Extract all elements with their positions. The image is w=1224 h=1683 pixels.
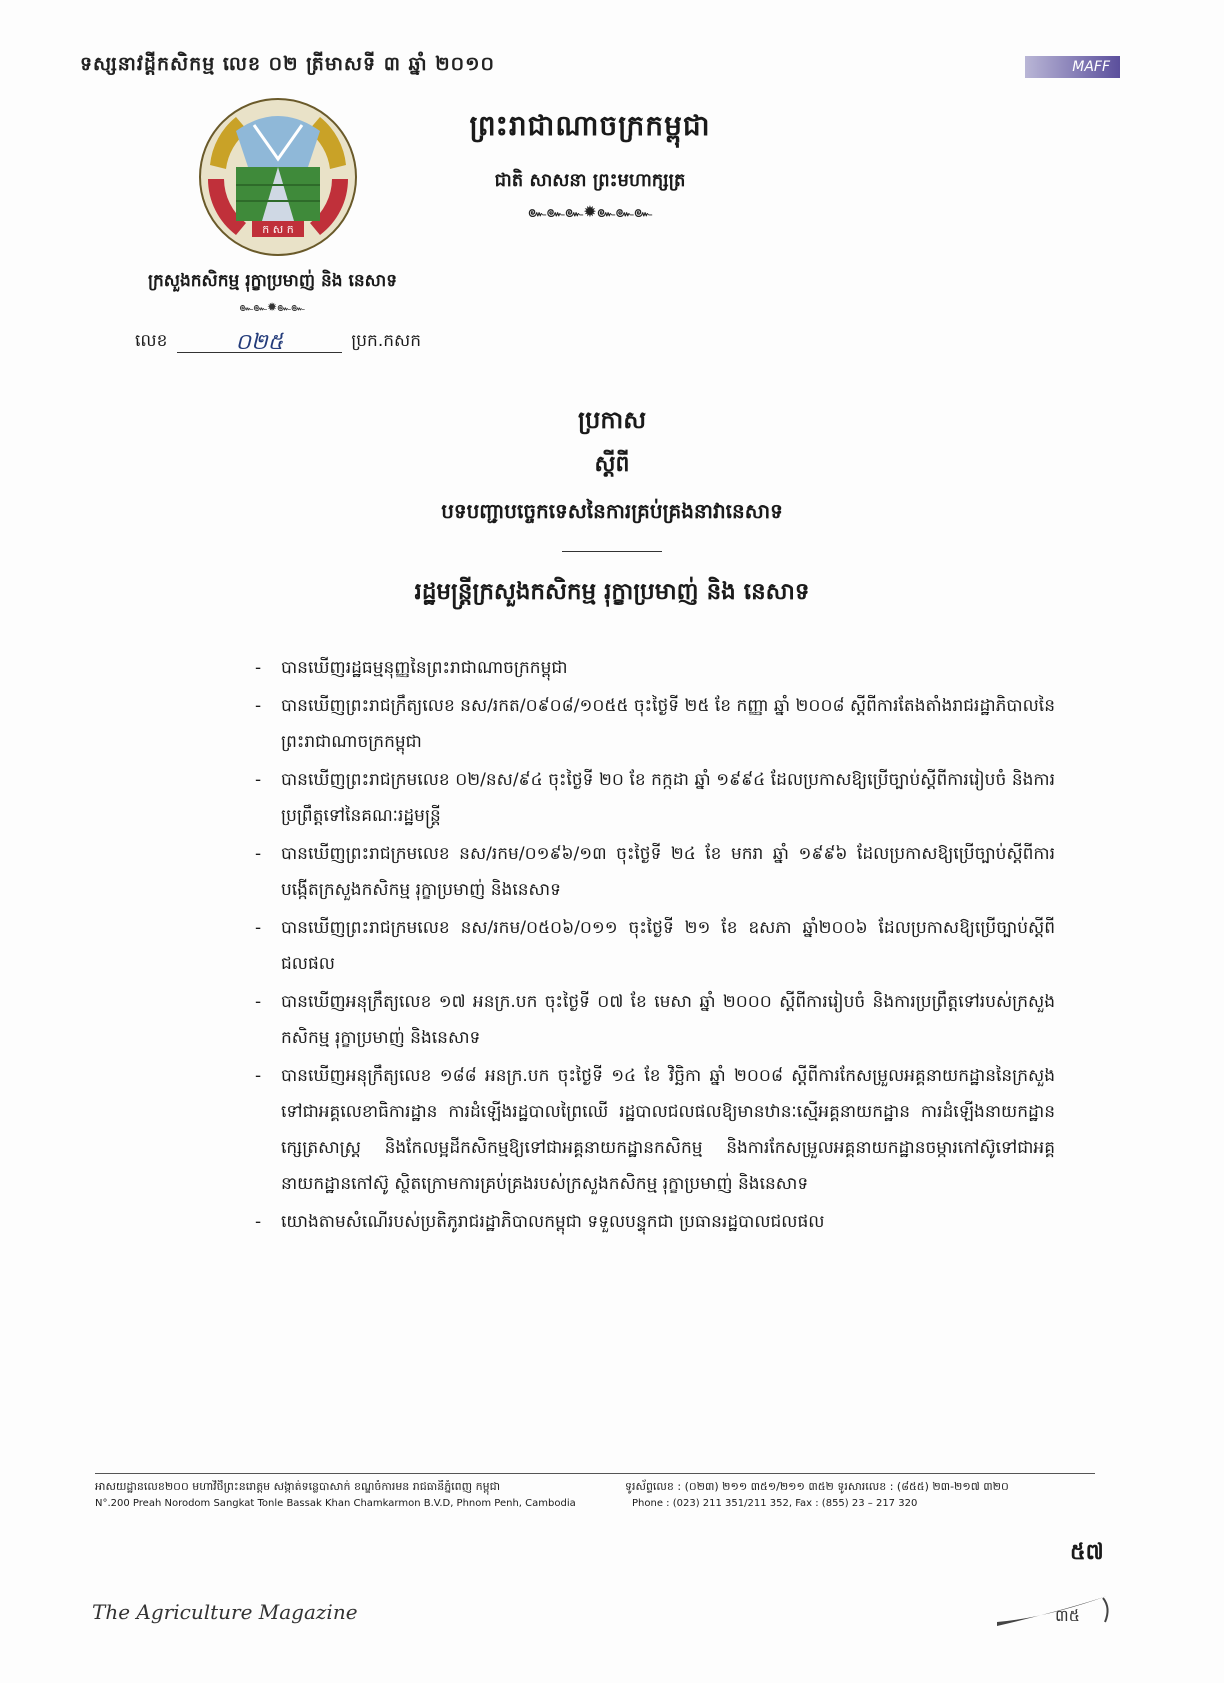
preamble-clause: - បានឃើញព្រះរាជក្រមលេខ ០២/នស/៩៤ ចុះថ្ងៃទី ២០ ខែ កក្កដា ឆ្នាំ ១៩៩៤ ដែលប្រកាសឱ្យប្រើច្បាប់ស្តីពីការរៀបចំ និងការប្រព្រឹត្តទៅនៃគណៈរដ្ឋមន្ត្រី bbox=[255, 762, 1055, 834]
seal-lettering: ក ស ក bbox=[262, 223, 294, 236]
preamble-clause: - បានឃើញអនុក្រឹត្យលេខ ១៧ អនក្រ.បក ចុះថ្ងៃទី ០៧ ខែ មេសា ឆ្នាំ ២០០០ ស្តីពីការរៀបចំ និងការប្រព្រឹត្តទៅរបស់ក្រសួងកសិកម្ម រុក្ខាប្រមាញ់ និងនេសាទ bbox=[255, 984, 1055, 1056]
ministry-seal-logo bbox=[196, 95, 360, 259]
maff-badge: MAFF bbox=[1025, 56, 1120, 78]
preamble-clause: - បានឃើញព្រះរាជក្រឹត្យលេខ នស/រកត/០៩០៨/១០៥៥ ចុះថ្ងៃទី ២៥ ខែ កញ្ញា ឆ្នាំ ២០០៨ ស្តីពីការតែងតាំងរាជរដ្ឋាភិបាលនៃព្រះរាជាណាចក្រកម្ពុជា bbox=[255, 688, 1055, 760]
phone-english: Phone : (023) 211 351/211 352, Fax : (855) 23 – 217 320 bbox=[632, 1498, 918, 1509]
document-subject: បទបញ្ជាបច្ចេកទេសនៃការគ្រប់គ្រងនាវានេសាទ bbox=[441, 499, 783, 523]
title-divider bbox=[562, 551, 662, 552]
kingdom-name: ព្រះរាជាណាចក្រកម្ពុជា bbox=[469, 109, 711, 142]
document-type-title: ប្រកាស bbox=[577, 406, 647, 434]
letterhead-ornament: ๛๛✹๛๛ bbox=[239, 300, 305, 314]
address-khmer: អាសយដ្ឋានលេខ២០០ មហាវិថីព្រះនរោត្តម សង្កាត់ទន្លេបាសាក់ ខណ្ឌចំការមន រាជធានីភ្នំពេញ កម្ពុជា bbox=[95, 1480, 501, 1493]
preamble-clause: - បានឃើញព្រះរាជក្រមលេខ នស/រកម/០១៩៦/១៣ ចុះថ្ងៃទី ២៤ ខែ មករា ឆ្នាំ ១៩៩៦ ដែលប្រកាសឱ្យប្រើច្បាប់ស្តីពីការបង្កើតក្រសួងកសិកម្ម រុក្ខាប្រមាញ់ និងនេសាទ bbox=[255, 836, 1055, 908]
reference-suffix: ប្រក.កសក bbox=[351, 331, 422, 351]
preamble-clause: - បានឃើញរដ្ឋធម្មនុញ្ញនៃព្រះរាជាណាចក្រកម្ពុជា bbox=[255, 650, 1055, 686]
motto-ornament: ๛๛๛✹๛๛๛ bbox=[527, 202, 653, 221]
reference-handwritten-number: ០២៥ bbox=[177, 334, 342, 353]
title-about: ស្តីពី bbox=[594, 452, 630, 477]
phone-khmer: ទូរស័ព្ទលេខ : (០២៣) ២១១ ៣៥១/២១១ ៣៥២ ទូរសារលេខ : (៨៥៥) ២៣-២១៧ ៣២០ bbox=[625, 1480, 1009, 1493]
preamble-clauses bbox=[255, 650, 1055, 1242]
ministry-name: ក្រសួងកសិកម្ម រុក្ខាប្រមាញ់ និង នេសាទ bbox=[147, 271, 398, 291]
page-number: ៣៥ bbox=[1055, 1606, 1080, 1625]
magazine-issue-title: ទស្សនាវដ្តីកសិកម្ម លេខ ០២ ត្រីមាសទី ៣ ឆ្នាំ ២០១០ bbox=[80, 53, 495, 75]
preamble-clause: - បានឃើញអនុក្រឹត្យលេខ ១៨៨ អនក្រ.បក ចុះថ្ងៃទី ១៤ ខែ វិច្ឆិកា ឆ្នាំ ២០០៨ ស្តីពីការកែសម្រួលអគ្គនាយកដ្ឋាននៃក្រសួងទៅជាអគ្គលេខាធិការដ្ឋាន ការដំឡើងរដ្ឋបាលព្រៃឈើ រដ្ឋបាលជលផលឱ្យមានឋានៈស្មើអគ្គនាយកដ្ឋាន ការដំឡើងនាយកដ្ឋានក្សេត្រសាស្ត្រ និងកែលម្អដីកសិកម្មឱ្យទៅជាអគ្គនាយកដ្ឋានកសិកម្ម និងការកែសម្រួលអគ្គនាយកដ្ឋានចម្ការកៅស៊ូទៅជាអគ្គនាយកដ្ឋានកៅស៊ូ ស្ថិតក្រោមការគ្រប់គ្រងរបស់ក្រសួងកសិកម្ម រុក្ខាប្រមាញ់ និងនេសាទ bbox=[255, 1058, 1055, 1202]
preamble-clause: - យោងតាមសំណើរបស់ប្រតិភូរាជរដ្ឋាភិបាលកម្ពុជា ទទួលបន្ទុកជា ប្រធានរដ្ឋបាលជលផល bbox=[255, 1204, 1055, 1240]
address-english: N°.200 Preah Norodom Sangkat Tonle Bassak Khan Chamkarmon B.V.D, Phnom Penh, Cambodia bbox=[95, 1498, 576, 1509]
magazine-name: The Agriculture Magazine bbox=[92, 1600, 358, 1624]
reference-number bbox=[135, 330, 421, 355]
issuing-minister: រដ្ឋមន្ត្រីក្រសួងកសិកម្ម រុក្ខាប្រមាញ់ និង នេសាទ bbox=[414, 579, 810, 605]
running-header bbox=[80, 52, 1120, 82]
reference-label: លេខ bbox=[135, 331, 168, 351]
preamble-clause: - បានឃើញព្រះរាជក្រមលេខ នស/រកម/០៥០៦/០១១ ចុះថ្ងៃទី ២១ ខែ ឧសភា ឆ្នាំ២០០៦ ដែលប្រកាសឱ្យប្រើច្បាប់ស្តីពីជលផល bbox=[255, 910, 1055, 982]
national-motto: ជាតិ សាសនា ព្រះមហាក្សត្រ bbox=[494, 170, 686, 191]
handwritten-page-mark: ៥៧ bbox=[1070, 1540, 1104, 1565]
footer-divider bbox=[95, 1473, 1095, 1474]
